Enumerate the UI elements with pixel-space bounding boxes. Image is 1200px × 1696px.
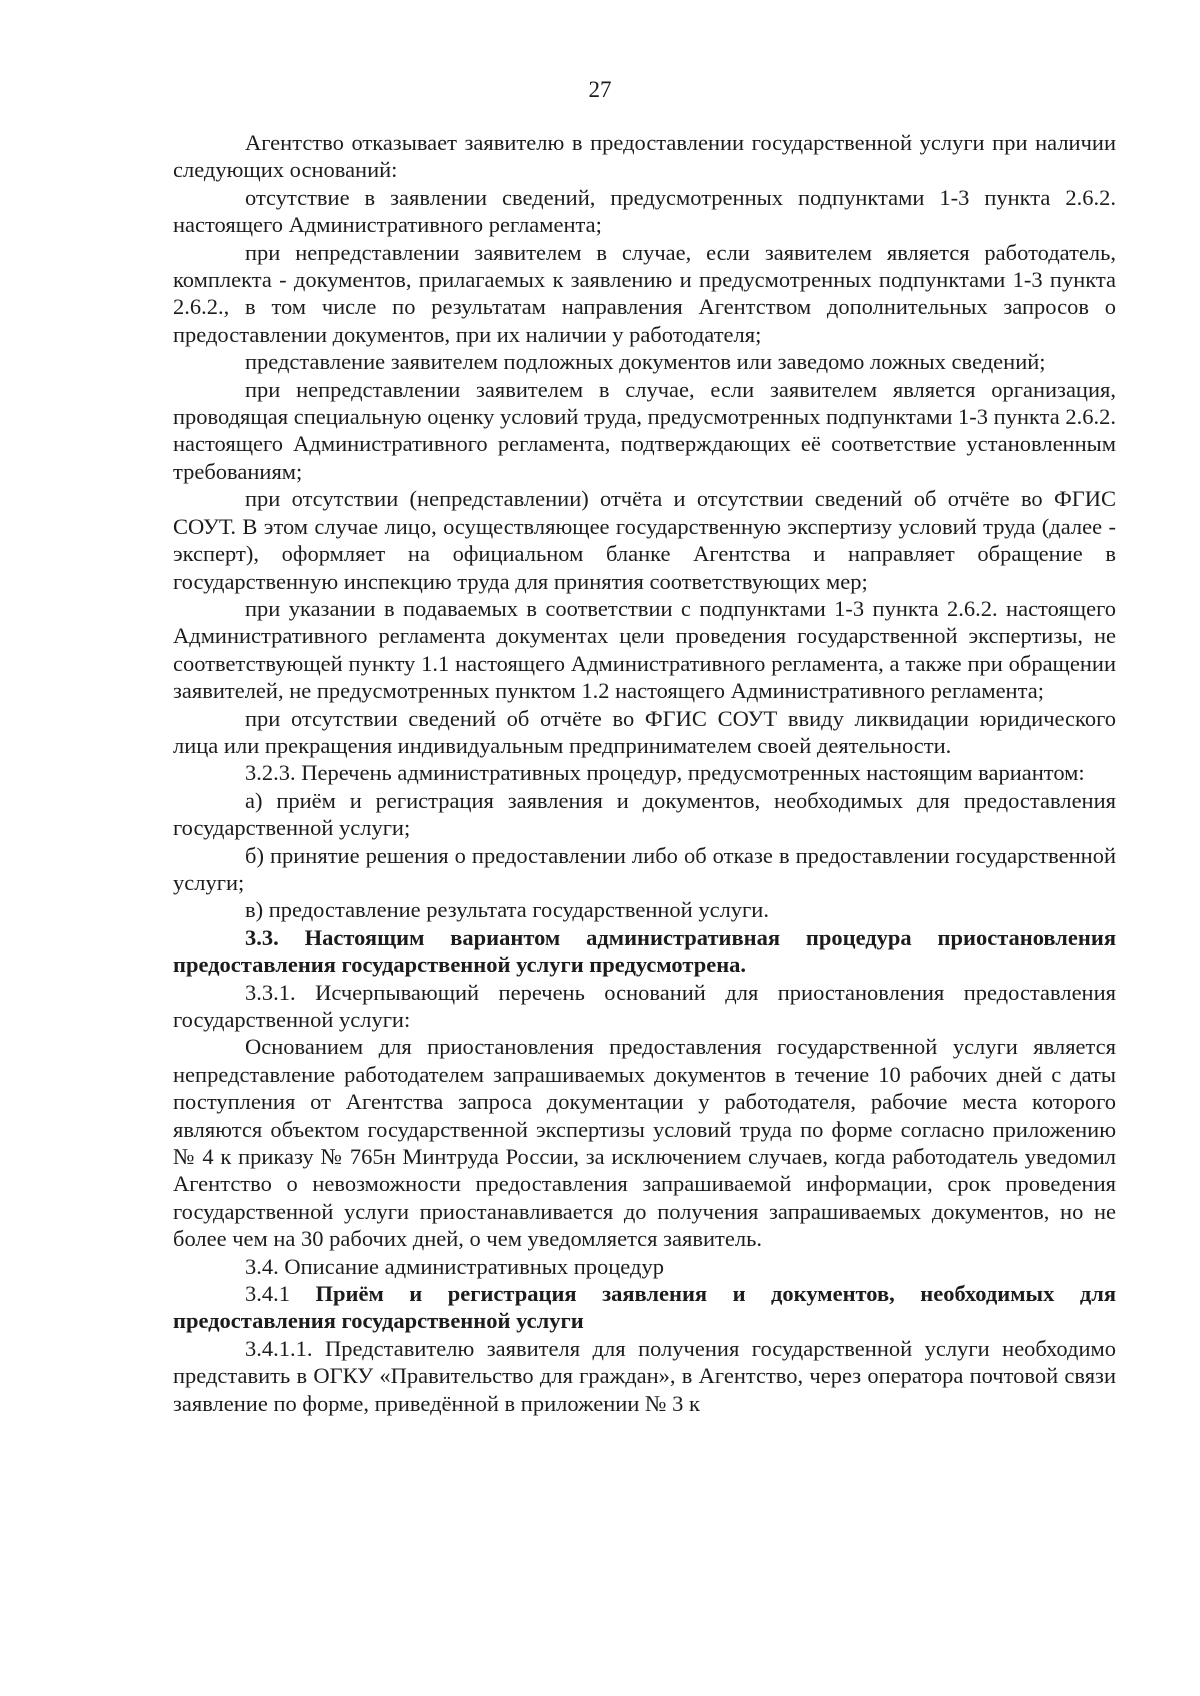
procedures-list-intro: 3.2.3. Перечень административных процедур, предусмотренных настоящим вариантом: [245, 760, 1085, 786]
page-number: 27 [588, 77, 612, 102]
section-3-3-1-paragraph: 3.3.1. Исчерпывающий перечень оснований для приостановления предоставления государственной услуги: [173, 979, 1116, 1032]
section-3-4-1-number: 3.4.1 [245, 1281, 290, 1307]
section-3-4-1-heading [173, 1280, 1116, 1335]
refusal-ground-missing-info: отсутствие в заявлении сведений, предусмотренных подпунктами 1-3 пункта 2.6.2. настоящего Административного регламента; [173, 184, 1116, 238]
refusal-ground-organization-documents: при непредставлении заявителем в случае, если заявителем является организация, проводящая специальную оценку условий труда, предусмотренных подпунктами 1-3 пункта 2.6.2. настоящего Административного регламента, подтверждающих её соответствие установленным требованиям; [173, 376, 1116, 484]
refusal-intro-paragraph: Агентство отказывает заявителю в предоставлении государственной услуги при наличии следующих оснований: [173, 130, 1116, 183]
refusal-ground-no-report: при отсутствии (непредставлении) отчёта и отсутствии сведений об отчёте во ФГИС СОУТ. В этом случае лицо, осуществляющее государственную экспертизу условий труда (далее - эксперт), оформляет на официальном бланке Агентства и направляет обращение в государственную инспекцию труда для принятия соответствующих мер; [173, 486, 1116, 594]
section-3-4-1-1-paragraph: 3.4.1.1. Представителю заявителя для получения государственной услуги необходимо представить в ОГКУ «Правительство для граждан», в Агентство, через оператора почтовой связи заявление по форме, приведённой в приложении № 3 к [173, 1335, 1116, 1416]
procedure-item-c: в) предоставление результата государственной услуги. [245, 897, 769, 923]
refusal-ground-wrong-purpose: при указании в подаваемых в соответствии с подпунктами 1-3 пункта 2.6.2. настоящего Административного регламента документах цели проведения государственной экспертизы, не соответствующей пункту 1.1 настоящего Административного регламента, а также при обращении заявителей, не предусмотренных пунктом 1.2 настоящего Административного регламента; [173, 595, 1116, 704]
section-3-3-heading: 3.3. Настоящим вариантом административная процедура приостановления предоставления государственной услуги предусмотрена. [173, 924, 1116, 978]
suspension-basis-paragraph: Основанием для приостановления предоставления государственной услуги является непредставление работодателем запрашиваемых документов в течение 10 рабочих дней с даты поступления от Агентства запроса документации у работодателя, рабочие места которого являются объектом государственной экспертизы условий труда по форме согласно приложению № 4 к приказу № 765н Минтруда России, за исключением случаев, когда работодатель уведомил Агентство о невозможности предоставления запрашиваемой информации, срок проведения государственной услуги приостанавливается до получения запрашиваемых документов, но не более чем на 30 рабочих дней, о чем уведомляется заявитель. [173, 1034, 1116, 1252]
section-3-4-title: 3.4. Описание административных процедур [245, 1253, 664, 1279]
procedure-item-a: а) приём и регистрация заявления и документов, необходимых для предоставления государственной услуги; [173, 787, 1116, 841]
procedure-item-b: б) принятие решения о предоставлении либо об отказе в предоставлении государственной услуги; [173, 842, 1116, 895]
section-3-4-1-heading-text: Приём и регистрация заявления и документов, необходимых для предоставления государственной услуги [173, 1281, 1117, 1334]
refusal-ground-employer-documents: при непредставлении заявителем в случае, если заявителем является работодатель, комплекта - документов, прилагаемых к заявлению и предусмотренных подпунктами 1-3 пункта 2.6.2., в том числе по результатам направления Агентством дополнительных запросов о предоставлении документов, при их наличии у работодателя; [173, 239, 1116, 347]
refusal-ground-liquidation: при отсутствии сведений об отчёте во ФГИС СОУТ ввиду ликвидации юридического лица или прекращения индивидуальным предпринимателем своей деятельности. [173, 705, 1116, 758]
refusal-ground-forged-documents: представление заявителем подложных документов или заведомо ложных сведений; [245, 349, 1046, 375]
page-body [173, 129, 1116, 1417]
